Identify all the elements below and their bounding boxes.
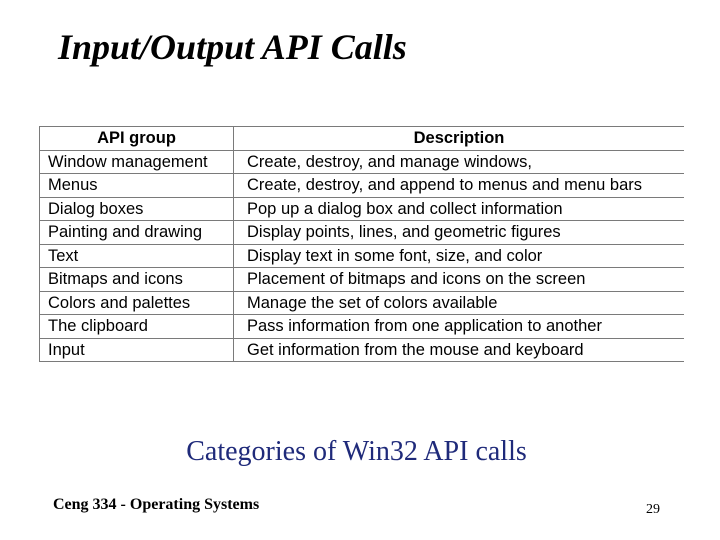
api-group-cell: The clipboard bbox=[40, 315, 234, 339]
description-cell: Placement of bitmaps and icons on the screen bbox=[234, 268, 685, 292]
api-group-cell: Colors and palettes bbox=[40, 291, 234, 315]
page-number: 29 bbox=[646, 502, 660, 517]
table-row bbox=[40, 268, 685, 292]
description-cell: Display points, lines, and geometric figures bbox=[234, 221, 685, 245]
table-row bbox=[40, 338, 685, 362]
table-row bbox=[40, 197, 685, 221]
api-group-cell: Painting and drawing bbox=[40, 221, 234, 245]
description-cell: Pass information from one application to another bbox=[234, 315, 685, 339]
table-row bbox=[40, 244, 685, 268]
table-row bbox=[40, 174, 685, 198]
table-header-row bbox=[40, 127, 685, 151]
table-row bbox=[40, 150, 685, 174]
footer-course-name: Ceng 334 - Operating Systems bbox=[53, 496, 260, 513]
api-table bbox=[39, 126, 684, 362]
description-cell: Display text in some font, size, and color bbox=[234, 244, 685, 268]
api-group-cell: Menus bbox=[40, 174, 234, 198]
api-group-cell: Window management bbox=[40, 150, 234, 174]
api-group-cell: Bitmaps and icons bbox=[40, 268, 234, 292]
description-cell: Manage the set of colors available bbox=[234, 291, 685, 315]
table-row bbox=[40, 221, 685, 245]
table-row bbox=[40, 315, 685, 339]
api-table-container bbox=[39, 126, 684, 362]
slide-title: Input/Output API Calls bbox=[58, 27, 407, 67]
table-caption: Categories of Win32 API calls bbox=[186, 436, 527, 467]
table-row bbox=[40, 291, 685, 315]
api-group-cell: Input bbox=[40, 338, 234, 362]
description-cell: Create, destroy, and append to menus and menu bars bbox=[234, 174, 685, 198]
header-api-group: API group bbox=[40, 127, 234, 151]
header-description: Description bbox=[234, 127, 685, 151]
description-cell: Get information from the mouse and keyboard bbox=[234, 338, 685, 362]
api-group-cell: Text bbox=[40, 244, 234, 268]
description-cell: Create, destroy, and manage windows, bbox=[234, 150, 685, 174]
description-cell: Pop up a dialog box and collect information bbox=[234, 197, 685, 221]
api-group-cell: Dialog boxes bbox=[40, 197, 234, 221]
